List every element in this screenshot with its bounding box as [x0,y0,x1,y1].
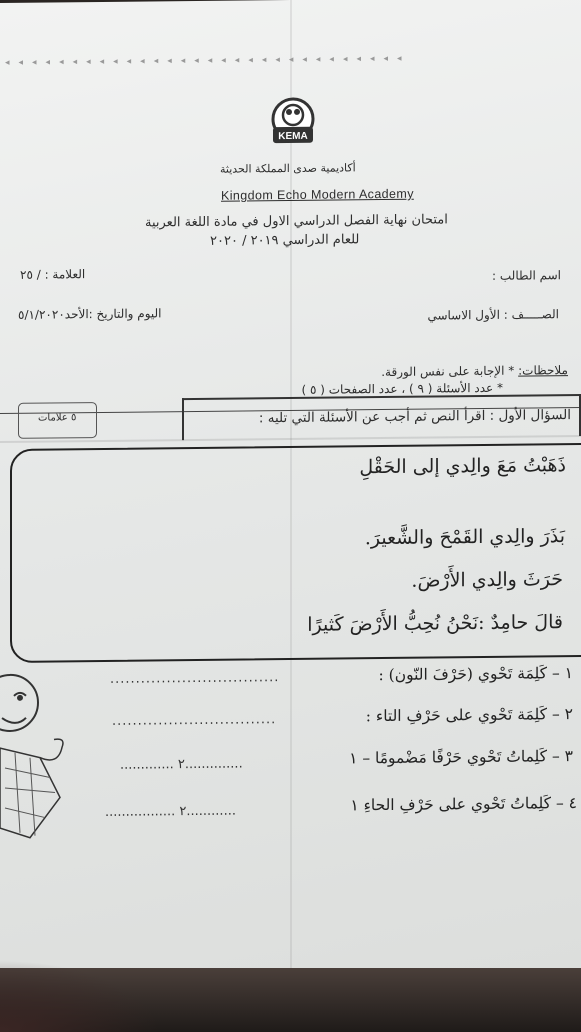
marks-text: ٥ علامات [38,412,77,424]
passage-line: ذَهَبْتُ مَعَ والِدي إلى الحَقْلِ [359,454,566,479]
logo-text: KEMA [278,130,308,143]
cartoon-illustration [0,657,75,858]
answer-blank[interactable]: ................................. [110,670,280,687]
answer-blank[interactable]: ................. ٢............ [105,803,236,820]
question-title: السؤال الأول : اقرأ النص ثم أجب عن الأسئلة التي تليه : [258,407,571,427]
notes [381,363,568,379]
date-label: اليوم والتاريخ :الأحد٥/١/٢٠٢٠ [18,306,162,322]
score-label: العلامة : / ٢٥ [20,267,86,282]
grade-label: الصـــــف : الأول الاساسي [427,307,559,323]
question-item: ١ – كَلِمَة تَحْوي (حَرْفَ النّون) : [378,664,573,685]
answer-blank[interactable]: ................................ [112,712,277,729]
question-item: ٤ – كَلِماتُ تَحْوي على حَرْفِ الحاءِ ١ [350,793,577,815]
academy-logo [267,97,319,150]
answer-blank[interactable]: ............. ٢.............. [120,756,243,773]
exam-title: امتحان نهاية الفصل الدراسي الاول في مادة اللغة العربية [145,212,448,231]
table-shadow [0,960,160,1032]
question-item: ٣ – كَلِماتُ تَحْوي حَرْفًا مَضْمومًا – ١ [349,747,573,768]
notes-title: ملاحظات: [518,363,568,378]
student-name-label: اسم الطالب : [492,268,561,283]
question-item: ٢ – كَلِمَة تَحْوي على حَرْفِ التاء : [365,705,573,726]
perforation-marks: ◂◂◂◂◂◂◂◂◂◂◂◂◂◂◂◂◂◂◂◂◂◂◂◂◂◂◂◂◂◂ [5,53,411,68]
notes-line-2: * عدد الأسئلة ( ٩ ) ، عدد الصفحات ( ٥ ) [301,380,503,397]
academy-arabic-name: أكاديمية صدى المملكة الحديثة [220,161,356,176]
passage-line: بَذَرَ والِدي القَمْحَ والشَّعيرَ. [364,525,565,550]
passage-line: حَرَثَ والِدي الأَرْضَ. [411,568,563,592]
academy-english-name: Kingdom Echo Modern Academy [221,186,414,203]
passage-line: قالَ حامِدٌ :نَحْنُ نُحِبُّ الأَرْضَ كَثيرًا [307,611,563,636]
exam-year: للعام الدراسي ٢٠١٩ / ٢٠٢٠ [210,232,360,249]
notes-line-1: * الإجابة على نفس الورقة. [381,363,515,380]
